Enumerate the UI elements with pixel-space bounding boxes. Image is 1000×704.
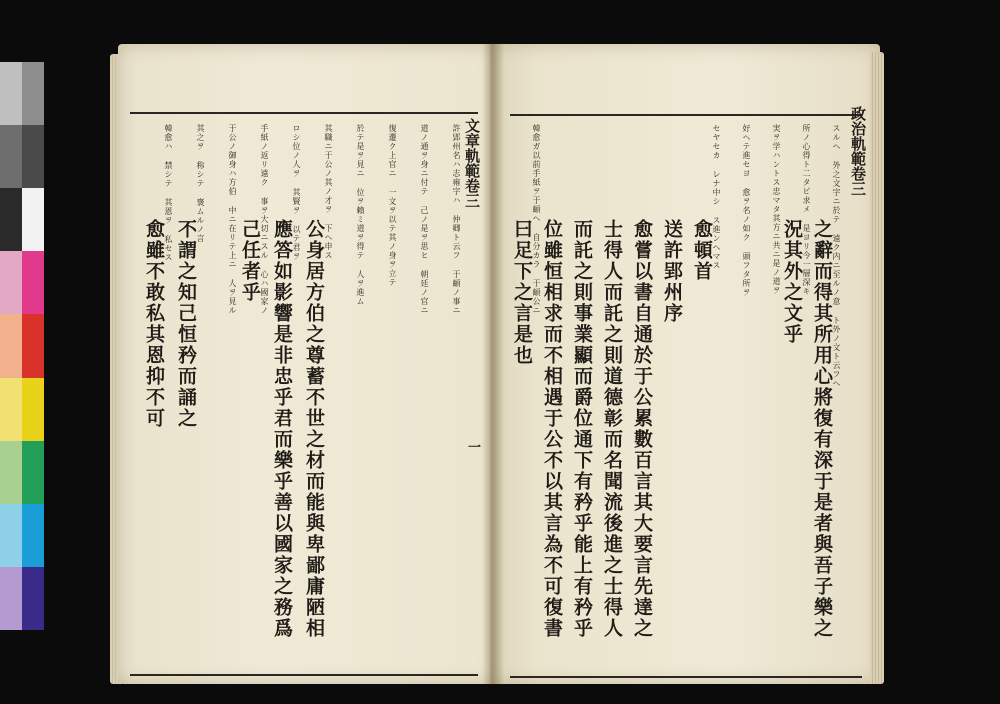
annotation-line: 好ヘテ進セヨ 愈ヲ名ノ如ク 頭フタ所ヲ [742, 124, 751, 297]
annotation-line: 其之ヲ 称シテ 褒ムルノ言 [196, 124, 205, 243]
annotation-line: 于公ノ御身ハ方伯 中ニ在リテ上ニ 人ヲ見ル [228, 124, 237, 315]
annotation-line: 其職ニ于公ノ其ノ才ヲ 下ヘ申ス [324, 124, 333, 260]
color-patch [22, 125, 44, 189]
color-checker-strip [0, 62, 44, 630]
color-patch [22, 567, 44, 631]
text-line: 不謂之知己恒矜而誦之 [175, 219, 197, 429]
annotation-line: セヤセカ レナ中シ ス進ンヘマス [712, 124, 721, 270]
color-patch [22, 314, 44, 378]
text-line: 愈頓首 [691, 219, 713, 282]
text-line: 況其外之文乎 [781, 219, 803, 345]
color-patch [22, 188, 44, 252]
color-patch [22, 441, 44, 505]
text-line: 己任者乎 [239, 219, 261, 303]
color-patch [22, 62, 44, 126]
color-patch [22, 504, 44, 568]
right-page-header: 政治軌範卷三 [849, 106, 867, 196]
color-patch [22, 378, 44, 442]
text-line: 而託之則事業顯而爵位通下有矜乎能上有矜乎 [571, 219, 593, 639]
color-patch [0, 62, 22, 126]
annotation-line: ロシ位ノ人ヲ 其賢ヲ 以テ君ヲ [292, 124, 301, 261]
color-patch [0, 314, 22, 378]
color-patch [0, 441, 22, 505]
color-patch [0, 251, 22, 315]
text-line: 位雖恒相求而不相遇于公不以其言為不可復書 [541, 219, 563, 639]
text-line: 士得人而託之則道德彰而名聞流後進之士得人 [601, 219, 623, 639]
open-book [110, 44, 880, 694]
left-page-header: 文章軌範卷三 [463, 118, 481, 208]
color-patch [0, 567, 22, 631]
annotation-line: 韓愈ガ以前手紙ヲ于頔ヘ 自分カラ 于頔公ニ [532, 124, 541, 315]
text-line: 之辭而得其所用心將復有深于是者與吾子樂之 [811, 219, 833, 639]
left-page-folio-mark: 一 [465, 440, 480, 453]
color-patch [0, 504, 22, 568]
text-line: 愈嘗以書自通於于公累數百言其大要言先達之 [631, 219, 653, 639]
color-patch [22, 251, 44, 315]
annotation-line: 許郢州名ハ志雍字ハ 仲卿ト云フ 于頔ノ事ニ [452, 124, 461, 315]
text-line: 公身居方伯之尊蓄不世之材而能與卑鄙庸陋相 [303, 219, 325, 639]
annotation-line: 実ヲ学ハントス忠マタ其方ニ共ニ是ノ道ヲ [772, 124, 781, 295]
color-patch [0, 188, 22, 252]
color-patch [0, 378, 22, 442]
color-patch [0, 125, 22, 189]
annotation-line: 道ノ通ヲ身ニ付テ 己ノ是ヲ思ヒ 朝廷ノ官ニ [420, 124, 429, 315]
text-line: 應答如影響是非忠乎君而樂乎善以國家之務爲 [271, 219, 293, 639]
text-line: 曰足下之言是也 [511, 219, 533, 366]
annotation-line: スルヘ 外之文字ニ於テ 遠ク内ニ至ルノ意 ト外ノ文ト云フヘ [832, 124, 841, 388]
annotation-line: 復遷ク上官ニ 一文ヲ以テ其ノ身ヲ立テ [388, 124, 397, 287]
annotation-line: 手紙ノ返リ遠ク 事ヲ大切ニスル 心ハ國家ノ [260, 124, 269, 315]
annotation-line: 於テ是ヲ見ニ 位ヲ賴ミ道ヲ得テ 人ヲ進ム [356, 124, 365, 306]
annotation-line: 所ノ心得ト二タビ求メ 是ヨリ今一層深キ [802, 124, 811, 296]
page-edge-right [870, 52, 884, 684]
annotation-line: 韓愈ハ 禁シテ 其恩ヲ 私セス [164, 124, 173, 262]
text-line: 愈雖不敢私其恩抑不可 [143, 219, 165, 429]
text-line: 送許郢州序 [661, 219, 683, 324]
book-gutter [482, 44, 504, 684]
